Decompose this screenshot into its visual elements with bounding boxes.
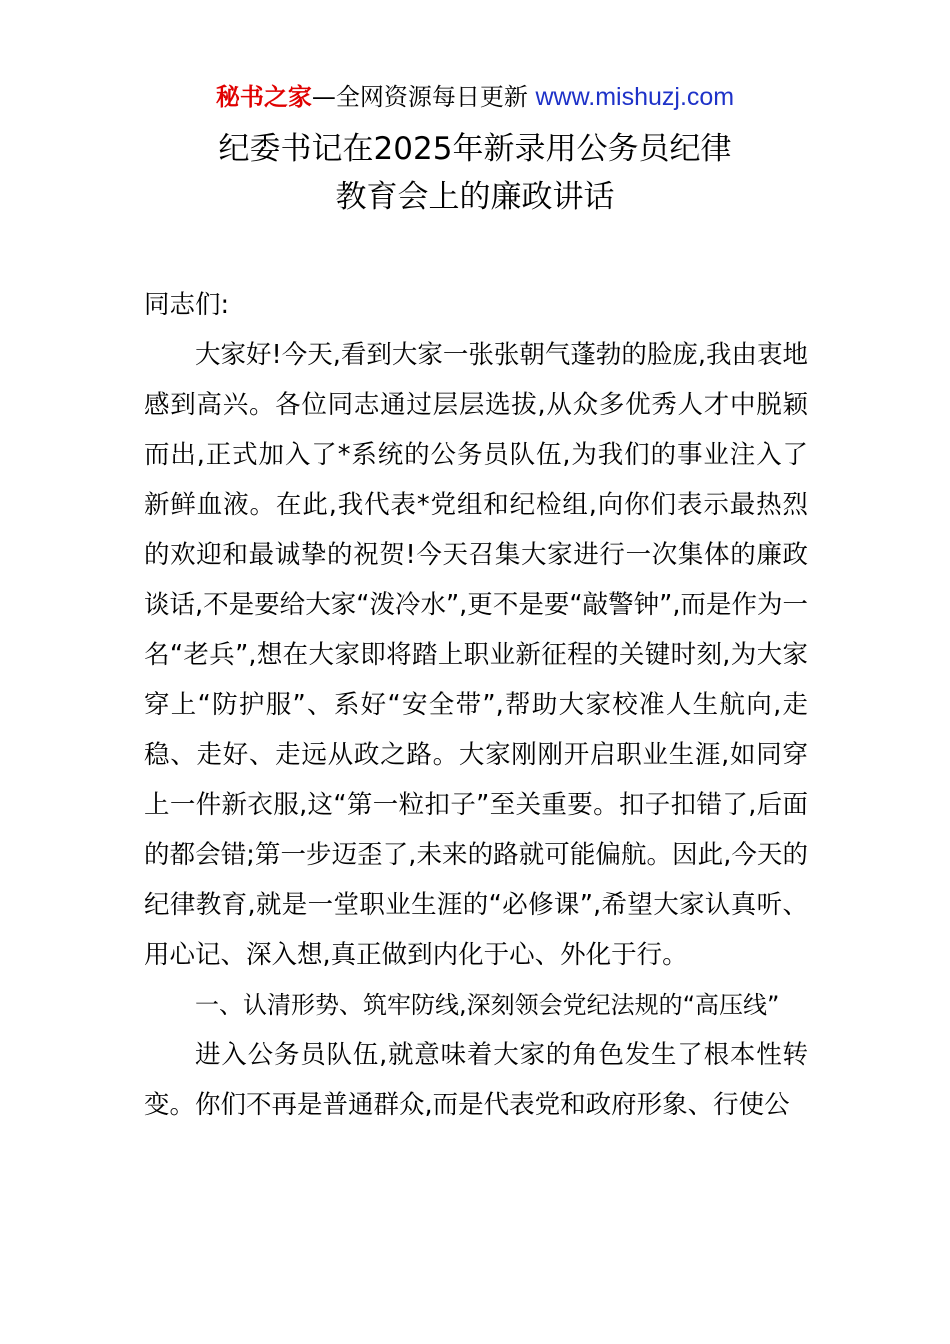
site-brand: 秘书之家: [215, 83, 312, 111]
body-paragraph: 大家好!今天,看到大家一张张朝气蓬勃的脸庞,我由衷地感到高兴。各位同志通过层层选拔,从众多优秀人才中脱颖而出,正式加入了*系统的公务员队伍,为我们的事业注入了新鲜血液。在此,我代表*党组和纪检组,向你们表示最热烈的欢迎和最诚挚的祝贺!今天召集大家进行一次集体的廉政谈话,不是要给大家“泼冷水”,更不是要“敲警钟”,而是作为一名“老兵”,想在大家即将踏上职业新征程的关键时刻,为大家穿上“防护服”、系好“安全带”,帮助大家校准人生航向,走稳、走好、走远从政之路。大家刚刚开启职业生涯,如同穿上一件新衣服,这“第一粒扣子”至关重要。扣子扣错了,后面的都会错;第一步迈歪了,未来的路就可能偏航。因此,今天的纪律教育,就是一堂职业生涯的“必修课”,希望大家认真听、用心记、深入想,真正做到内化于心、外化于行。: [144, 340, 808, 970]
body-paragraph: 进入公务员队伍,就意味着大家的角色发生了根本性转变。你们不再是普通群众,而是代表党和政府形象、行使公: [144, 1040, 808, 1120]
site-tagline: —全网资源每日更新: [311, 83, 528, 111]
salutation: 同志们:: [144, 290, 230, 320]
document-title-line-1: 纪委书记在2025年新录用公务员纪律: [218, 131, 732, 167]
section-heading: 一、认清形势、筑牢防线,深刻领会党纪法规的“高压线”: [195, 991, 780, 1019]
site-header: [0, 80, 950, 114]
document-body: [144, 280, 808, 1130]
document-title-line-2: 教育会上的廉政讲话: [335, 179, 615, 215]
site-url-link[interactable]: www.mishuzj.com: [535, 83, 735, 111]
